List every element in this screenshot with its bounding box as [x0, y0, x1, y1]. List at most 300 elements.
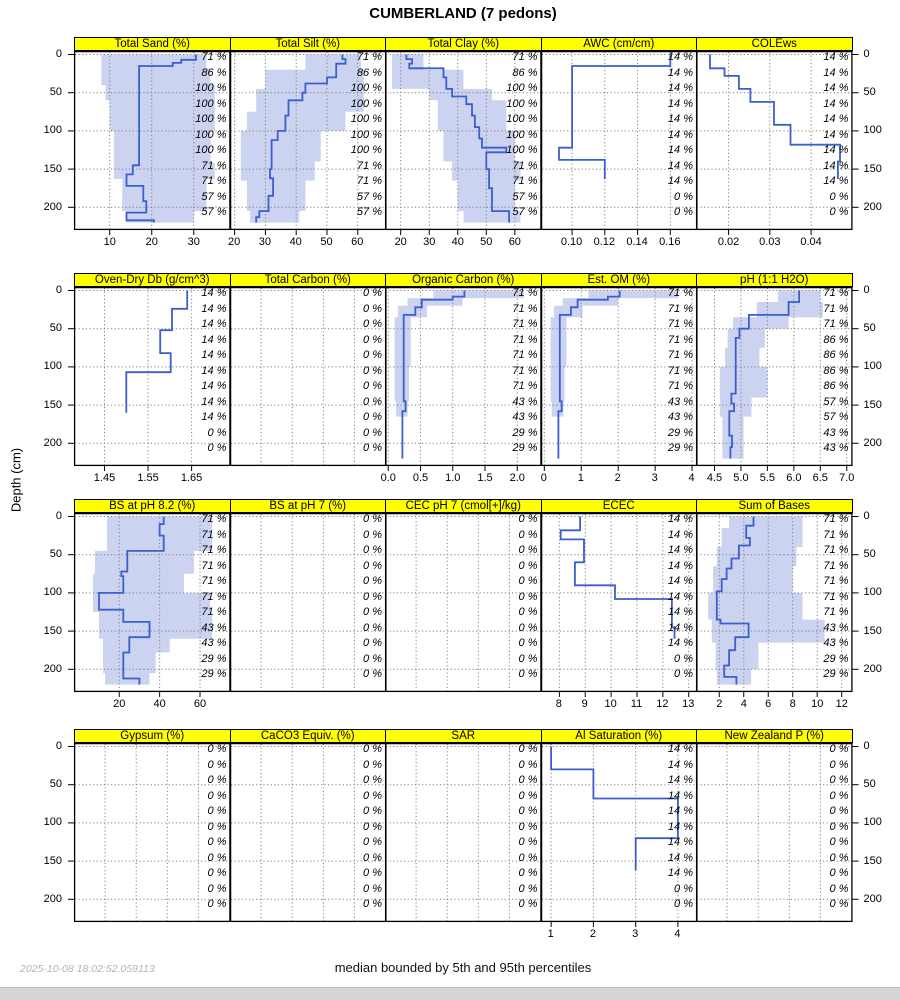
x-tick-label: 50 [320, 236, 333, 248]
fraction-label: 71 % [512, 175, 538, 187]
fraction-label: 0 % [829, 867, 849, 879]
strip-colews: COLEws [696, 37, 853, 51]
depth-tick-label-left: 100 [43, 124, 62, 137]
fraction-label: 0 % [363, 820, 382, 833]
fraction-label: 0 % [363, 380, 382, 392]
fraction-label: 100 % [350, 144, 382, 156]
fraction-label: 14 % [201, 287, 227, 299]
fraction-label: 0 % [674, 898, 693, 910]
fraction-label: 100 % [350, 113, 382, 125]
fraction-label: 14 % [667, 144, 693, 156]
strip-total-sand: Total Sand (%) [74, 37, 231, 51]
strip-sar: SAR [385, 729, 542, 743]
x-tick-label: 1 [577, 472, 584, 484]
x-tick-label: 60 [351, 236, 364, 248]
x-tick-label: 6.5 [812, 472, 828, 484]
fraction-label: 0 % [207, 836, 227, 848]
x-tick-label: 2.0 [509, 472, 525, 484]
depth-tick-label-right: 0 [863, 284, 870, 296]
x-tick-label: 10 [103, 236, 116, 248]
depth-tick-label-right: 100 [863, 124, 882, 137]
fraction-label: 0 % [363, 442, 382, 454]
x-tick-label: 30 [258, 236, 272, 248]
fraction-label: 0 % [363, 575, 382, 587]
fraction-label: 0 % [518, 544, 538, 556]
strip-est-om: Est. OM (%) [541, 273, 698, 287]
fraction-label: 0 % [363, 882, 382, 895]
fraction-label: 14 % [667, 789, 693, 802]
fraction-label: 71 % [823, 575, 849, 587]
depth-tick-label-right: 100 [863, 360, 882, 373]
fraction-label: 29 % [667, 426, 693, 439]
fraction-label: 0 % [363, 411, 382, 423]
x-tick-label: 1.0 [445, 472, 461, 484]
strip-gypsum: Gypsum (%) [74, 729, 231, 743]
x-tick-label: 1.65 [180, 472, 203, 484]
fraction-label: 0 % [518, 867, 538, 879]
x-tick-label: 1.55 [137, 472, 159, 484]
depth-tick-label-left: 0 [55, 48, 62, 60]
x-tick-label: 3 [632, 928, 639, 940]
fraction-label: 100 % [195, 97, 227, 110]
fraction-label: 0 % [363, 805, 382, 817]
fraction-label: 57 % [823, 395, 849, 408]
depth-tick-label-right: 150 [863, 398, 882, 411]
x-tick-label: 11 [630, 698, 643, 710]
strip-cec-ph-7-cmol-kg: CEC pH 7 (cmol[+]/kg) [385, 499, 542, 513]
y-axis-label: Depth (cm) [8, 447, 24, 513]
fraction-label: 0 % [363, 774, 382, 786]
fraction-label: 14 % [201, 380, 227, 392]
strip-new-zealand-p: New Zealand P (%) [696, 729, 853, 743]
fraction-label: 0 % [518, 513, 538, 525]
fraction-label: 71 % [512, 159, 538, 172]
x-tick-label: 12 [656, 698, 669, 710]
fraction-label: 71 % [512, 364, 538, 377]
fraction-label: 86 % [823, 333, 849, 346]
fraction-label: 100 % [506, 128, 538, 141]
fraction-label: 14 % [823, 128, 849, 141]
fraction-label: 71 % [512, 318, 538, 330]
fraction-label: 0 % [207, 882, 227, 895]
fraction-label: 43 % [823, 637, 849, 649]
fraction-label: 0 % [518, 528, 538, 541]
fraction-label: 0 % [363, 302, 382, 315]
fraction-label: 43 % [823, 621, 849, 634]
fraction-label: 0 % [829, 743, 849, 755]
fraction-label: 14 % [667, 621, 693, 634]
fraction-label: 14 % [823, 97, 849, 110]
x-tick-label: 0.12 [593, 236, 616, 248]
fraction-label: 29 % [823, 668, 849, 680]
fraction-label: 14 % [667, 836, 693, 848]
fraction-label: 14 % [823, 159, 849, 172]
fraction-label: 43 % [667, 411, 693, 423]
depth-tick-label-left: 200 [43, 662, 62, 675]
fraction-label: 0 % [518, 621, 538, 634]
depth-tick-label-left: 50 [49, 322, 62, 335]
fraction-label: 71 % [823, 606, 849, 618]
fraction-label: 100 % [195, 144, 227, 156]
strip-ecec: ECEC [541, 499, 698, 513]
fraction-label: 29 % [667, 442, 693, 454]
fraction-label: 100 % [195, 113, 227, 125]
fraction-label: 57 % [356, 190, 382, 203]
fraction-label: 0 % [518, 774, 538, 786]
x-tick-label: 4 [740, 698, 747, 710]
x-tick-label: 0.10 [560, 236, 583, 248]
fraction-label: 0 % [207, 789, 227, 802]
x-tick-label: 3 [651, 472, 658, 484]
figure-title: CUMBERLAND (7 pedons) [369, 5, 557, 22]
fraction-label: 29 % [823, 652, 849, 665]
fraction-label: 14 % [823, 51, 849, 63]
strip-total-clay: Total Clay (%) [385, 37, 542, 51]
depth-tick-label-left: 200 [43, 892, 62, 905]
fraction-label: 71 % [667, 287, 693, 299]
strip-bs-at-ph-8-2: BS at pH 8.2 (%) [74, 499, 231, 513]
fraction-label: 14 % [823, 66, 849, 79]
depth-tick-label-right: 0 [863, 510, 870, 522]
fraction-label: 0 % [674, 882, 693, 895]
x-tick-label: 6 [765, 698, 772, 710]
fraction-label: 100 % [506, 144, 538, 156]
fraction-label: 14 % [667, 867, 693, 879]
x-tick-label: 12 [835, 698, 848, 710]
x-tick-label: 0.04 [800, 236, 822, 248]
fraction-label: 0 % [829, 190, 849, 203]
fraction-label: 100 % [350, 82, 382, 94]
strip-bs-at-ph-7: BS at pH 7 (%) [230, 499, 387, 513]
fraction-label: 71 % [667, 302, 693, 315]
fraction-label: 0 % [518, 575, 538, 587]
x-tick-label: 0.14 [626, 236, 648, 248]
depth-tick-label-right: 50 [863, 322, 876, 335]
fraction-label: 71 % [201, 51, 227, 63]
fraction-label: 0 % [518, 882, 538, 895]
x-tick-label: 50 [480, 236, 493, 248]
depth-tick-label-right: 100 [863, 586, 882, 599]
depth-tick-label-right: 0 [863, 740, 870, 752]
fraction-label: 71 % [201, 544, 227, 556]
fraction-label: 57 % [201, 190, 227, 203]
fraction-label: 0 % [829, 758, 849, 771]
fraction-label: 0 % [829, 882, 849, 895]
fraction-label: 0 % [518, 606, 538, 618]
fraction-label: 14 % [667, 513, 693, 525]
median-line [558, 291, 619, 459]
depth-tick-label-left: 50 [49, 548, 62, 561]
fraction-label: 0 % [207, 867, 227, 879]
fraction-label: 71 % [823, 302, 849, 315]
depth-tick-label-left: 150 [43, 624, 62, 637]
fraction-label: 14 % [667, 128, 693, 141]
fraction-label: 14 % [667, 606, 693, 618]
fraction-label: 0 % [363, 898, 382, 910]
fraction-label: 71 % [356, 175, 382, 187]
fraction-label: 0 % [207, 774, 227, 786]
x-tick-label: 0.0 [380, 472, 396, 484]
fraction-label: 0 % [363, 836, 382, 848]
depth-tick-label-right: 100 [863, 816, 882, 829]
strip-al-saturation: Al Saturation (%) [541, 729, 698, 743]
depth-tick-label-right: 200 [863, 662, 882, 675]
strip-oven-dry-db-g-cm-3: Oven-Dry Db (g/cm^3) [74, 273, 231, 287]
fraction-label: 14 % [823, 113, 849, 125]
fraction-label: 14 % [201, 411, 227, 423]
depth-tick-label-right: 150 [863, 854, 882, 867]
fraction-label: 100 % [506, 82, 538, 94]
fraction-label: 0 % [518, 559, 538, 572]
fraction-label: 0 % [829, 898, 849, 910]
depth-tick-label-right: 50 [863, 548, 876, 561]
fraction-label: 0 % [674, 190, 693, 203]
fraction-label: 0 % [207, 743, 227, 755]
fraction-label: 14 % [667, 66, 693, 79]
depth-tick-label-right: 200 [863, 436, 882, 449]
fraction-label: 0 % [829, 789, 849, 802]
fraction-label: 29 % [512, 442, 538, 454]
x-tick-label: 40 [153, 698, 166, 710]
fraction-label: 57 % [512, 206, 538, 218]
strip-ph-1-1-h2o: pH (1:1 H2O) [696, 273, 853, 287]
depth-tick-label-left: 100 [43, 816, 62, 829]
fraction-label: 0 % [207, 758, 227, 771]
fraction-label: 14 % [667, 559, 693, 572]
fraction-label: 0 % [518, 590, 538, 603]
x-tick-label: 4 [674, 928, 681, 940]
strip-organic-carbon: Organic Carbon (%) [385, 273, 542, 287]
x-tick-label: 13 [682, 698, 695, 710]
fraction-label: 0 % [207, 442, 227, 454]
fraction-label: 71 % [201, 590, 227, 603]
strip-total-carbon: Total Carbon (%) [230, 273, 387, 287]
x-tick-label: 10 [604, 698, 617, 710]
fraction-label: 71 % [201, 159, 227, 172]
fraction-label: 0 % [829, 820, 849, 833]
depth-tick-label-left: 0 [55, 510, 62, 522]
fraction-label: 0 % [207, 426, 227, 439]
x-tick-label: 1 [547, 928, 554, 940]
fraction-label: 0 % [518, 758, 538, 771]
fraction-label: 71 % [823, 513, 849, 525]
fraction-label: 14 % [201, 349, 227, 361]
fraction-label: 14 % [823, 82, 849, 94]
fraction-label: 0 % [518, 743, 538, 755]
fraction-label: 14 % [667, 175, 693, 187]
x-tick-label: 1.45 [93, 472, 116, 484]
fraction-label: 0 % [518, 805, 538, 817]
fraction-label: 14 % [667, 590, 693, 603]
fraction-label: 0 % [363, 621, 382, 634]
fraction-label: 0 % [363, 590, 382, 603]
x-tick-label: 40 [451, 236, 464, 248]
depth-tick-label-right: 50 [863, 86, 876, 99]
fraction-label: 14 % [667, 544, 693, 556]
fraction-label: 0 % [363, 395, 382, 408]
fraction-label: 14 % [667, 97, 693, 110]
fraction-label: 86 % [201, 66, 227, 79]
fraction-label: 0 % [363, 652, 382, 665]
x-tick-label: 20 [394, 236, 407, 248]
fraction-label: 0 % [363, 318, 382, 330]
x-tick-label: 30 [423, 236, 436, 248]
fraction-label: 0 % [363, 606, 382, 618]
fraction-label: 0 % [363, 544, 382, 556]
fraction-label: 0 % [829, 851, 849, 864]
depth-tick-label-right: 200 [863, 892, 882, 905]
fraction-label: 14 % [667, 82, 693, 94]
fraction-label: 86 % [823, 380, 849, 392]
fraction-label: 0 % [363, 559, 382, 572]
depth-tick-label-left: 200 [43, 200, 62, 213]
fraction-label: 71 % [823, 544, 849, 556]
x-tick-label: 0.5 [412, 472, 429, 484]
fraction-label: 0 % [363, 637, 382, 649]
x-tick-label: 0.02 [717, 236, 740, 248]
strip-caco3-equiv: CaCO3 Equiv. (%) [230, 729, 387, 743]
fraction-label: 43 % [201, 621, 227, 634]
fraction-label: 0 % [363, 426, 382, 439]
x-tick-label: 0 [540, 472, 547, 484]
fraction-label: 0 % [518, 637, 538, 649]
fraction-label: 0 % [363, 364, 382, 377]
fraction-label: 71 % [667, 364, 693, 377]
depth-tick-label-left: 200 [43, 436, 62, 449]
x-tick-label: 8 [789, 698, 796, 710]
fraction-label: 0 % [518, 836, 538, 848]
fraction-label: 100 % [506, 97, 538, 110]
depth-tick-label-right: 50 [863, 778, 876, 791]
depth-tick-label-left: 150 [43, 398, 62, 411]
fraction-label: 71 % [512, 287, 538, 299]
x-tick-label: 2 [614, 472, 621, 484]
fraction-label: 0 % [363, 758, 382, 771]
fraction-label: 57 % [356, 206, 382, 218]
fraction-label: 14 % [201, 302, 227, 315]
fraction-label: 14 % [667, 820, 693, 833]
fraction-label: 0 % [829, 206, 849, 218]
fraction-label: 0 % [674, 668, 693, 680]
depth-tick-label-left: 100 [43, 586, 62, 599]
fraction-label: 100 % [195, 128, 227, 141]
fraction-label: 71 % [667, 349, 693, 361]
fraction-label: 71 % [823, 318, 849, 330]
fraction-label: 0 % [207, 820, 227, 833]
fraction-label: 14 % [667, 851, 693, 864]
fraction-label: 0 % [363, 743, 382, 755]
fraction-label: 43 % [201, 637, 227, 649]
fraction-label: 86 % [512, 66, 538, 79]
x-tick-label: 0.03 [759, 236, 781, 248]
fraction-label: 0 % [674, 652, 693, 665]
fraction-label: 100 % [350, 97, 382, 110]
fraction-label: 0 % [518, 898, 538, 910]
fraction-label: 0 % [674, 206, 693, 218]
fraction-label: 71 % [667, 380, 693, 392]
strip-awc-cm-cm: AWC (cm/cm) [541, 37, 698, 51]
fraction-label: 71 % [356, 51, 382, 63]
fraction-label: 0 % [829, 774, 849, 786]
window-bottom-edge [0, 987, 900, 1000]
x-tick-label: 30 [187, 236, 200, 248]
depth-tick-label-left: 0 [55, 740, 62, 752]
fraction-label: 71 % [512, 333, 538, 346]
fraction-label: 29 % [201, 668, 227, 680]
fraction-label: 0 % [363, 668, 382, 680]
fraction-label: 0 % [363, 333, 382, 346]
fraction-label: 100 % [506, 113, 538, 125]
x-tick-label: 2 [716, 698, 723, 710]
fraction-label: 14 % [201, 333, 227, 346]
fraction-label: 71 % [512, 302, 538, 315]
x-tick-label: 20 [145, 236, 158, 248]
fraction-label: 14 % [201, 318, 227, 330]
fraction-label: 14 % [667, 774, 693, 786]
x-tick-label: 20 [113, 698, 126, 710]
x-tick-label: 40 [289, 236, 302, 248]
depth-tick-label-right: 150 [863, 624, 882, 637]
fraction-label: 71 % [201, 606, 227, 618]
fraction-label: 43 % [823, 442, 849, 454]
fraction-label: 14 % [667, 758, 693, 771]
median-line [402, 291, 464, 459]
strip-total-silt: Total Silt (%) [230, 37, 387, 51]
x-tick-label: 4.5 [706, 472, 723, 484]
x-tick-label: 1.5 [477, 472, 493, 484]
fraction-label: 14 % [667, 805, 693, 817]
fraction-label: 0 % [518, 668, 538, 680]
x-tick-label: 9 [581, 698, 588, 710]
fraction-label: 71 % [512, 380, 538, 392]
fraction-label: 14 % [667, 575, 693, 587]
fraction-label: 71 % [667, 333, 693, 346]
fraction-label: 86 % [356, 66, 382, 79]
fraction-label: 71 % [512, 349, 538, 361]
fraction-label: 0 % [829, 836, 849, 848]
x-tick-label: 5.0 [733, 472, 749, 484]
fraction-label: 86 % [823, 364, 849, 377]
depth-tick-label-left: 50 [49, 86, 62, 99]
depth-tick-label-left: 50 [49, 778, 62, 791]
fraction-label: 0 % [518, 851, 538, 864]
fraction-label: 0 % [363, 867, 382, 879]
x-tick-label: 20 [227, 236, 241, 248]
depth-tick-label-left: 0 [55, 284, 62, 296]
timestamp: 2025-10-08 18:02:52.059113 [20, 963, 155, 975]
fraction-label: 86 % [823, 349, 849, 361]
fraction-label: 29 % [512, 426, 538, 439]
depth-tick-label-left: 150 [43, 854, 62, 867]
depth-tick-label-right: 0 [863, 48, 870, 60]
x-tick-label: 2 [589, 928, 596, 940]
fraction-label: 71 % [823, 559, 849, 572]
fraction-label: 71 % [356, 159, 382, 172]
fraction-label: 14 % [667, 743, 693, 755]
fraction-label: 29 % [201, 652, 227, 665]
fraction-label: 43 % [667, 395, 693, 408]
fraction-label: 14 % [667, 113, 693, 125]
fraction-label: 14 % [823, 175, 849, 187]
depth-tick-label-right: 200 [863, 200, 882, 213]
fraction-label: 100 % [195, 82, 227, 94]
fraction-label: 57 % [512, 190, 538, 203]
x-tick-label: 10 [811, 698, 824, 710]
fraction-label: 71 % [823, 590, 849, 603]
fraction-label: 14 % [667, 159, 693, 172]
fraction-label: 0 % [363, 789, 382, 802]
fraction-label: 71 % [201, 559, 227, 572]
